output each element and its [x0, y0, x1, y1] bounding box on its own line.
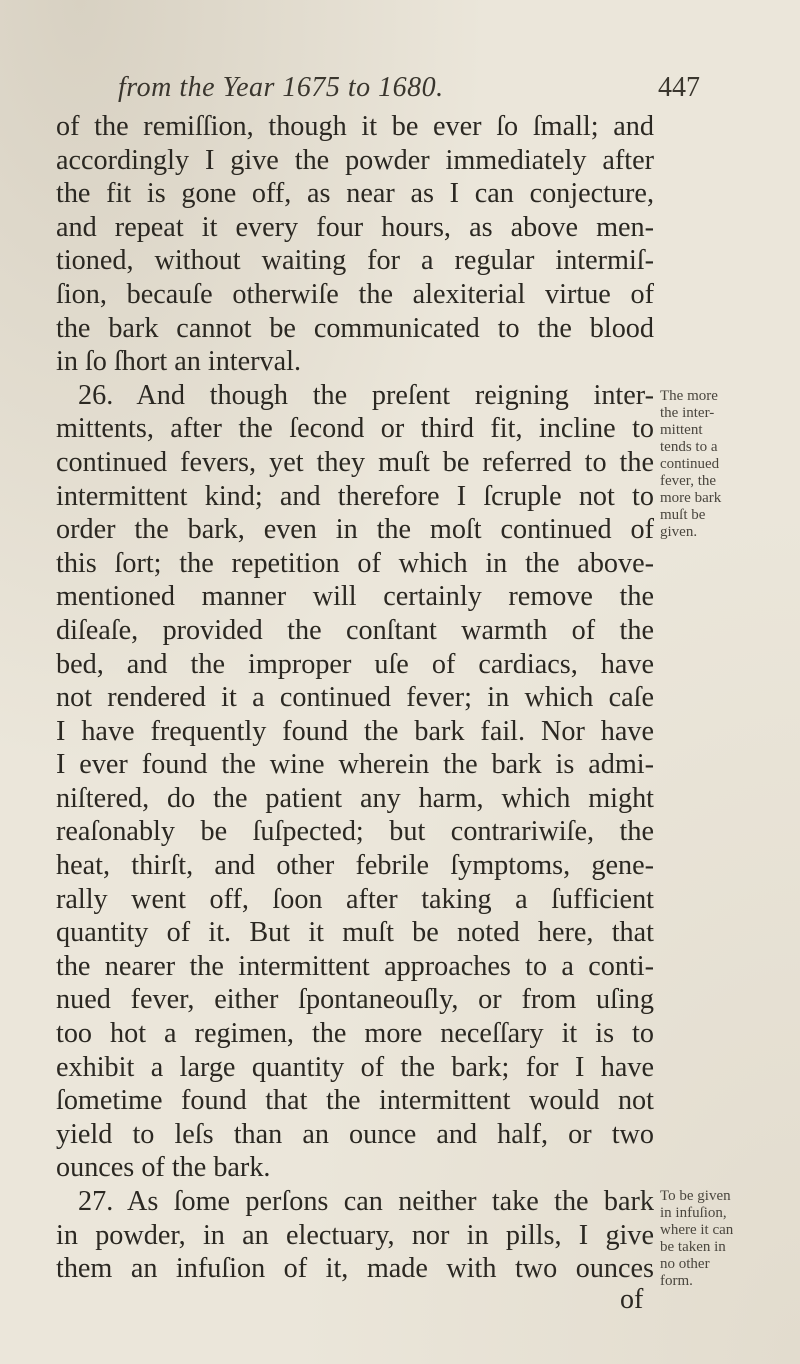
margin-note-line: form.: [660, 1273, 693, 1289]
text-line: them an infuſion of it, made with two ounces: [56, 1253, 654, 1285]
margin-note-line: mittent: [660, 422, 703, 438]
body-text: [56, 110, 654, 1286]
text-line: mittents, after the ſecond or third fit, incline to: [56, 413, 654, 445]
margin-note-line: tends to a: [660, 439, 718, 455]
text-line: mentioned manner will certainly remove the: [56, 581, 654, 613]
text-line: continued fevers, yet they muſt be referred to the: [56, 446, 654, 478]
margin-note-line: To be given: [660, 1188, 731, 1204]
text-line: ſometime found that the intermittent would not: [56, 1085, 654, 1117]
text-line: in powder, in an electuary, nor in pills, I give: [56, 1219, 654, 1251]
margin-note-line: given.: [660, 524, 698, 540]
text-line: I have frequently found the bark fail. Nor have: [56, 715, 654, 747]
text-line: in ſo ſhort an interval.: [56, 346, 302, 378]
margin-note-line: continued: [660, 456, 720, 472]
text-line: intermittent kind; and therefore I ſcruple not to: [56, 480, 654, 512]
text-line: not rendered it a continued fever; in which caſe: [56, 682, 654, 714]
text-line: accordingly I give the powder immediately after: [56, 144, 654, 176]
text-line: I ever found the wine wherein the bark is admi-: [56, 749, 654, 781]
text-line: ſion, becauſe otherwiſe the alexiterial virtue of: [56, 278, 654, 310]
catchword: of: [620, 1284, 644, 1315]
text-line: quantity of it. But it muſt be noted here, that: [56, 917, 654, 949]
paragraph-26-start: 26. And though the preſent reigning inter-: [78, 379, 654, 411]
text-line: the fit is gone off, as near as I can conjecture,: [56, 178, 654, 210]
text-line: and repeat it every four hours, as above men-: [56, 211, 654, 243]
text-line: ounces of the bark.: [56, 1152, 271, 1184]
margin-note-line: no other: [660, 1256, 710, 1272]
margin-note-line: where it can: [660, 1222, 734, 1238]
margin-note-line: the inter-: [660, 405, 715, 421]
running-head-title: from the Year 1675 to 1680.: [118, 72, 444, 103]
text-line: the bark cannot be communicated to the blood: [56, 312, 654, 344]
margin-note-infusion: [660, 1188, 796, 1290]
text-line: exhibit a large quantity of the bark; for I have: [56, 1051, 654, 1083]
margin-note-line: be taken in: [660, 1239, 726, 1255]
margin-note-line: The more: [660, 388, 718, 404]
margin-note-line: fever, the: [660, 473, 717, 489]
running-head: [118, 72, 700, 112]
text-line: of the remiſſion, though it be ever ſo ſmall; and: [56, 111, 654, 142]
text-line: tioned, without waiting for a regular intermiſ-: [56, 245, 654, 277]
text-line: the nearer the intermittent approaches to a conti-: [56, 950, 654, 982]
text-line: bed, and the improper uſe of cardiacs, have: [56, 648, 654, 680]
text-line: niſtered, do the patient any harm, which might: [56, 782, 654, 814]
margin-note-more-bark: [660, 388, 796, 541]
page-number: 447: [658, 72, 700, 103]
text-line: heat, thirſt, and other febrile ſymptoms, gene-: [56, 850, 654, 882]
text-line: order the bark, even in the moſt continued of: [56, 514, 654, 546]
text-line: diſeaſe, provided the conſtant warmth of the: [56, 614, 654, 646]
text-line: this ſort; the repetition of which in the above-: [56, 547, 654, 579]
text-line: nued fever, either ſpontaneouſly, or from uſing: [56, 984, 654, 1016]
text-line: reaſonably be ſuſpected; but contrariwiſe, the: [56, 816, 654, 848]
margin-note-line: muſt be: [660, 507, 706, 523]
text-line: yield to leſs than an ounce and half, or two: [56, 1118, 654, 1150]
margin-note-line: in infuſion,: [660, 1205, 727, 1221]
text-line: too hot a regimen, the more neceſſary it is to: [56, 1018, 654, 1050]
margin-note-line: more bark: [660, 490, 722, 506]
text-line: rally went off, ſoon after taking a ſufficient: [56, 883, 654, 915]
paragraph-27-start: 27. As ſome perſons can neither take the bark: [78, 1186, 654, 1217]
